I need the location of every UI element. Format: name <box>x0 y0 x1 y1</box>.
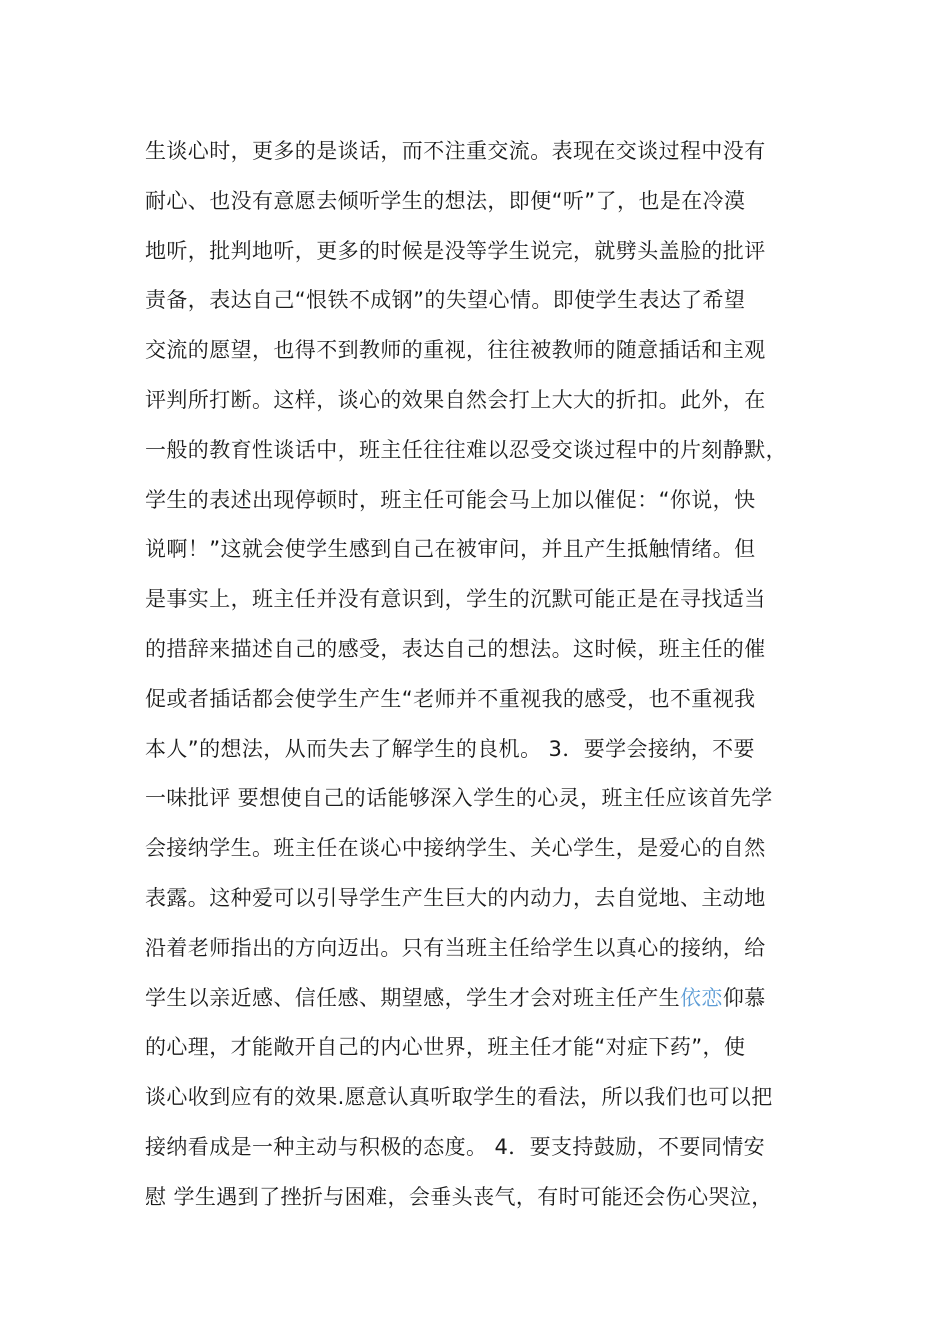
line-18-after: 仰慕 <box>722 985 766 1010</box>
body-text <box>145 127 825 1223</box>
hyperlink-yilian[interactable]: 依恋 <box>680 985 723 1010</box>
text-line-4: 责备，表达自己“恨铁不成钢”的失望心情。即使学生表达了希望 <box>145 288 746 313</box>
text-line-19: 的心理，才能敞开自己的内心世界，班主任才能“对症下药”，使 <box>145 1035 746 1060</box>
text-line-18 <box>145 974 825 1024</box>
text-line-6: 评判所打断。这样，谈心的效果自然会打上大大的折扣。此外，在 <box>145 387 766 412</box>
text-line-20: 谈心收到应有的效果.愿意认真听取学生的看法，所以我们也可以把 <box>145 1085 773 1110</box>
text-line-8: 学生的表述出现停顿时，班主任可能会马上加以催促：“你说，快 <box>145 487 756 512</box>
text-line-3: 地听，批判地听，更多的时候是没等学生说完，就劈头盖脸的批评 <box>145 238 766 263</box>
text-line-7: 一般的教育性谈话中，班主任往往难以忍受交谈过程中的片刻静默， <box>145 437 787 462</box>
text-line-21: 接纳看成是一种主动与积极的态度。 4．要支持鼓励，不要同情安 <box>145 1134 766 1159</box>
text-line-12: 促或者插话都会使学生产生“老师并不重视我的感受，也不重视我 <box>145 686 756 711</box>
text-line-22: 慰 学生遇到了挫折与困难，会垂头丧气，有时可能还会伤心哭泣， <box>145 1184 773 1209</box>
text-line-17: 沿着老师指出的方向迈出。只有当班主任给学生以真心的接纳，给 <box>145 935 766 960</box>
text-line-16: 表露。这种爱可以引导学生产生巨大的内动力，去自觉地、主动地 <box>145 885 766 910</box>
line-18-before: 学生以亲近感、信任感、期望感，学生才会对班主任产生 <box>145 985 680 1010</box>
text-line-14: 一味批评 要想使自己的话能够深入学生的心灵，班主任应该首先学 <box>145 786 773 811</box>
text-line-15: 会接纳学生。班主任在谈心中接纳学生、关心学生，是爱心的自然 <box>145 836 766 861</box>
text-line-1: 生谈心时，更多的是谈话，而不注重交流。表现在交谈过程中没有 <box>145 139 766 163</box>
text-line-9: 说啊！”这就会使学生感到自己在被审问，并且产生抵触情绪。但 <box>145 537 756 562</box>
text-line-13: 本人”的想法，从而失去了解学生的良机。 3．要学会接纳，不要 <box>145 736 755 761</box>
text-line-11: 的措辞来描述自己的感受，表达自己的想法。这时候，班主任的催 <box>145 636 766 661</box>
text-line-10: 是事实上，班主任并没有意识到，学生的沉默可能正是在寻找适当 <box>145 587 766 612</box>
text-line-5: 交流的愿望，也得不到教师的重视，往往被教师的随意插话和主观 <box>145 338 766 363</box>
text-line-2: 耐心、也没有意愿去倾听学生的想法，即便“听”了，也是在冷漠 <box>145 188 746 213</box>
